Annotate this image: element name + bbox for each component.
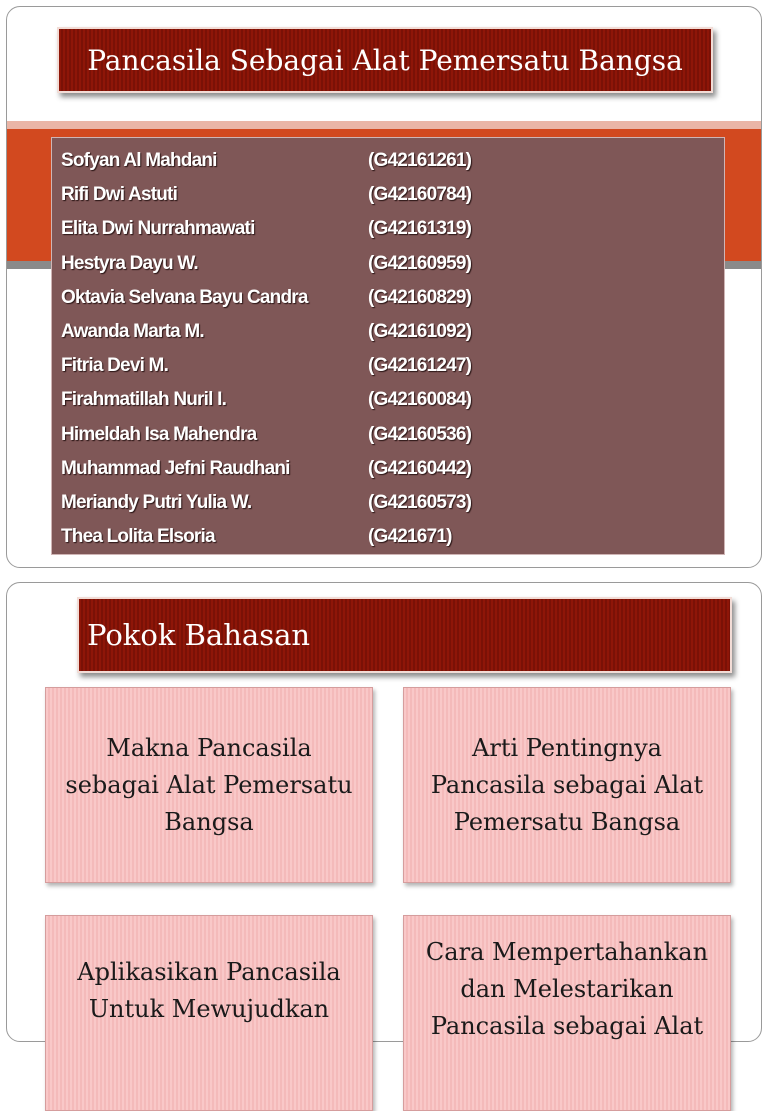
member-name: Meriandy Putri Yulia W. xyxy=(61,491,252,513)
member-nim: (G42160573) xyxy=(368,491,472,513)
member-row xyxy=(52,520,724,554)
member-name: Rifi Dwi Astuti xyxy=(61,184,178,206)
topic-text xyxy=(77,954,340,1028)
member-name: Awanda Marta M. xyxy=(61,321,204,343)
topic-box-arti-pentingnya xyxy=(403,687,731,883)
topic-line: Untuk Mewujudkan xyxy=(88,995,330,1023)
topic-line: sebagai Alat Pemersatu xyxy=(65,770,353,799)
member-nim: (G42160959) xyxy=(368,252,472,274)
topic-text xyxy=(65,730,352,841)
member-name: Firahmatillah Nuril I. xyxy=(61,389,227,411)
topic-line: Aplikasikan Pancasila xyxy=(77,958,341,986)
topic-line: Makna Pancasila xyxy=(106,733,312,762)
slide-title: Pokok Bahasan xyxy=(77,597,732,673)
member-row xyxy=(52,144,724,178)
member-nim: (G42160084) xyxy=(368,389,472,411)
member-name: Sofyan Al Mahdani xyxy=(61,150,217,172)
member-row xyxy=(52,418,724,452)
member-name: Hestyra Dayu W. xyxy=(61,252,198,274)
member-name: Elita Dwi Nurrahmawati xyxy=(61,218,255,240)
topic-line: Bangsa xyxy=(164,807,254,836)
member-list xyxy=(51,137,725,555)
member-name: Himeldah Isa Mahendra xyxy=(61,423,257,445)
member-name: Oktavia Selvana Bayu Candra xyxy=(61,286,308,308)
topic-line: Arti Pentingnya xyxy=(472,733,662,762)
topic-box-aplikasikan xyxy=(45,915,373,1111)
member-name: Muhammad Jefni Raudhani xyxy=(61,457,290,479)
slide-title-members xyxy=(6,6,762,568)
member-row xyxy=(52,486,724,520)
member-row xyxy=(52,281,724,315)
member-row xyxy=(52,383,724,417)
member-nim: (G42161261) xyxy=(368,150,472,172)
member-nim: (G421671) xyxy=(368,526,452,548)
member-nim: (G42160442) xyxy=(368,457,472,479)
member-nim: (G42161247) xyxy=(368,355,472,377)
member-row xyxy=(52,349,724,383)
topic-text xyxy=(426,934,708,1045)
topic-box-makna xyxy=(45,687,373,883)
member-row xyxy=(52,178,724,212)
topic-box-cara-mempertahankan xyxy=(403,915,731,1111)
topic-line: Cara Mempertahankan xyxy=(425,938,709,966)
member-row xyxy=(52,247,724,281)
member-nim: (G42161092) xyxy=(368,321,472,343)
slide-title: Pancasila Sebagai Alat Pemersatu Bangsa xyxy=(57,27,713,93)
member-nim: (G42160784) xyxy=(368,184,472,206)
member-nim: (G42161319) xyxy=(368,218,472,240)
member-row xyxy=(52,452,724,486)
topic-line: Pemersatu Bangsa xyxy=(453,807,681,836)
member-name: Fitria Devi M. xyxy=(61,355,169,377)
member-nim: (G42160536) xyxy=(368,423,472,445)
topic-line: dan Melestarikan xyxy=(460,975,674,1003)
slide-pokok-bahasan xyxy=(6,582,762,1042)
member-nim: (G42160829) xyxy=(368,286,472,308)
topic-line: Pancasila sebagai Alat xyxy=(430,770,704,799)
member-name: Thea Lolita Elsoria xyxy=(61,526,215,548)
member-row xyxy=(52,315,724,349)
member-row xyxy=(52,212,724,246)
topic-line: Pancasila sebagai Alat xyxy=(430,1012,704,1040)
topic-text xyxy=(431,730,703,841)
